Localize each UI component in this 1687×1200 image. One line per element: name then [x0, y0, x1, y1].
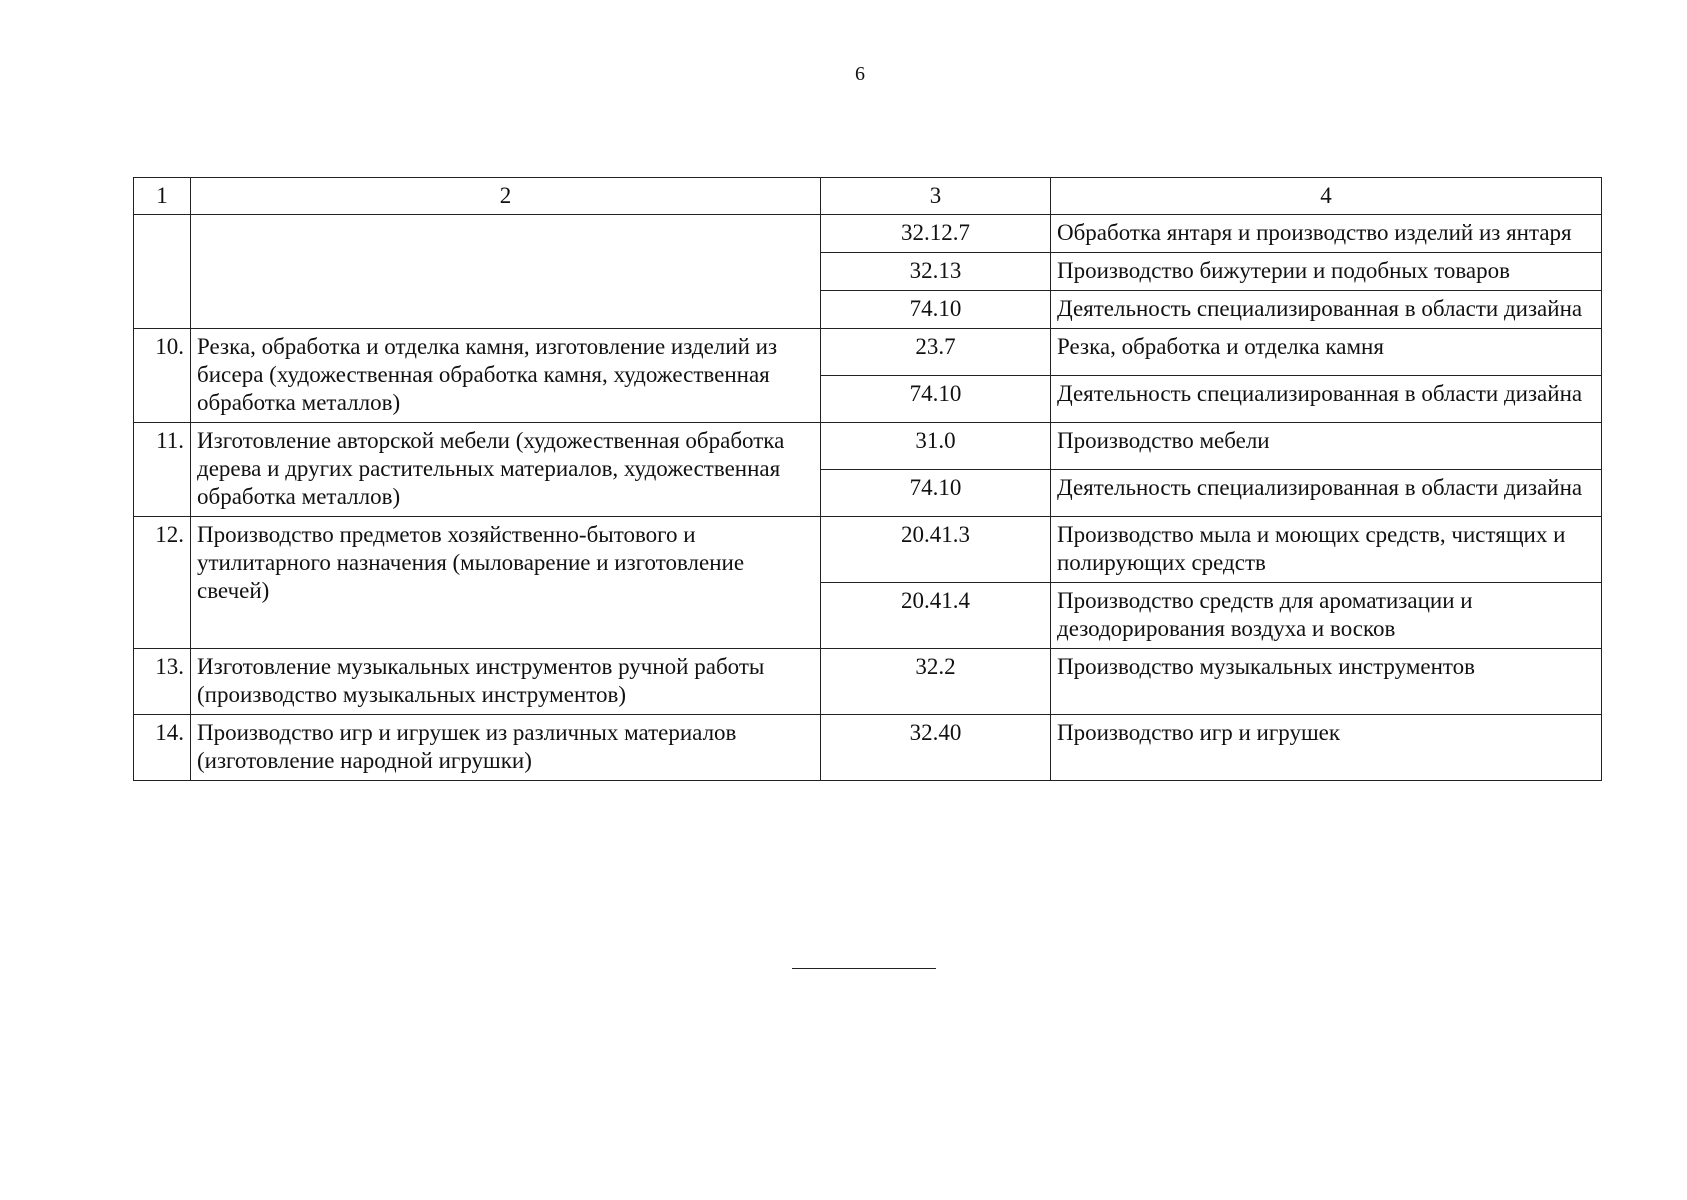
okved-code: 20.41.3 [821, 517, 1051, 583]
okved-name: Производство музыкальных инструментов [1051, 649, 1602, 715]
okved-name: Производство мыла и моющих средств, чистящих и полирующих средств [1051, 517, 1602, 583]
activity-table [133, 177, 1602, 781]
okved-name: Деятельность специализированная в области дизайна [1051, 470, 1602, 517]
activity-description: Производство предметов хозяйственно-бытового и утилитарного назначения (мыловарение и изготовление свечей) [191, 517, 821, 649]
okved-name: Производство средств для ароматизации и дезодорирования воздуха и восков [1051, 583, 1602, 649]
column-header-3: 3 [821, 178, 1051, 215]
okved-code: 74.10 [821, 470, 1051, 517]
table-row [134, 215, 1602, 253]
okved-code: 32.12.7 [821, 215, 1051, 253]
okved-name: Производство бижутерии и подобных товаров [1051, 253, 1602, 291]
header-row [134, 178, 1602, 215]
table-row [134, 423, 1602, 470]
table-row [134, 715, 1602, 781]
okved-code: 32.2 [821, 649, 1051, 715]
activity-description: Производство игр и игрушек из различных материалов (изготовление народной игрушки) [191, 715, 821, 781]
column-header-4: 4 [1051, 178, 1602, 215]
page-number: 6 [855, 63, 865, 85]
column-header-2: 2 [191, 178, 821, 215]
activity-description [191, 215, 821, 329]
okved-name: Обработка янтаря и производство изделий из янтаря [1051, 215, 1602, 253]
okved-code: 74.10 [821, 376, 1051, 423]
okved-code: 23.7 [821, 329, 1051, 376]
table-body [134, 215, 1602, 781]
okved-code: 74.10 [821, 291, 1051, 329]
table-row [134, 329, 1602, 376]
row-number: 11. [134, 423, 191, 517]
okved-name: Производство мебели [1051, 423, 1602, 470]
okved-name: Производство игр и игрушек [1051, 715, 1602, 781]
okved-name: Резка, обработка и отделка камня [1051, 329, 1602, 376]
okved-code: 32.40 [821, 715, 1051, 781]
okved-code: 31.0 [821, 423, 1051, 470]
row-number: 13. [134, 649, 191, 715]
table-row [134, 649, 1602, 715]
row-number: 10. [134, 329, 191, 423]
row-number: 14. [134, 715, 191, 781]
column-header-1: 1 [134, 178, 191, 215]
row-number: 12. [134, 517, 191, 649]
okved-name: Деятельность специализированная в области дизайна [1051, 376, 1602, 423]
okved-code: 32.13 [821, 253, 1051, 291]
row-number [134, 215, 191, 329]
okved-name: Деятельность специализированная в области дизайна [1051, 291, 1602, 329]
activity-description: Изготовление авторской мебели (художественная обработка дерева и других растительных материалов, художественная обработка металлов) [191, 423, 821, 517]
okved-code: 20.41.4 [821, 583, 1051, 649]
activity-description: Резка, обработка и отделка камня, изготовление изделий из бисера (художественная обработка камня, художественная обработка металлов) [191, 329, 821, 423]
closing-rule [792, 968, 936, 969]
table-row [134, 517, 1602, 583]
activity-description: Изготовление музыкальных инструментов ручной работы (производство музыкальных инструментов) [191, 649, 821, 715]
